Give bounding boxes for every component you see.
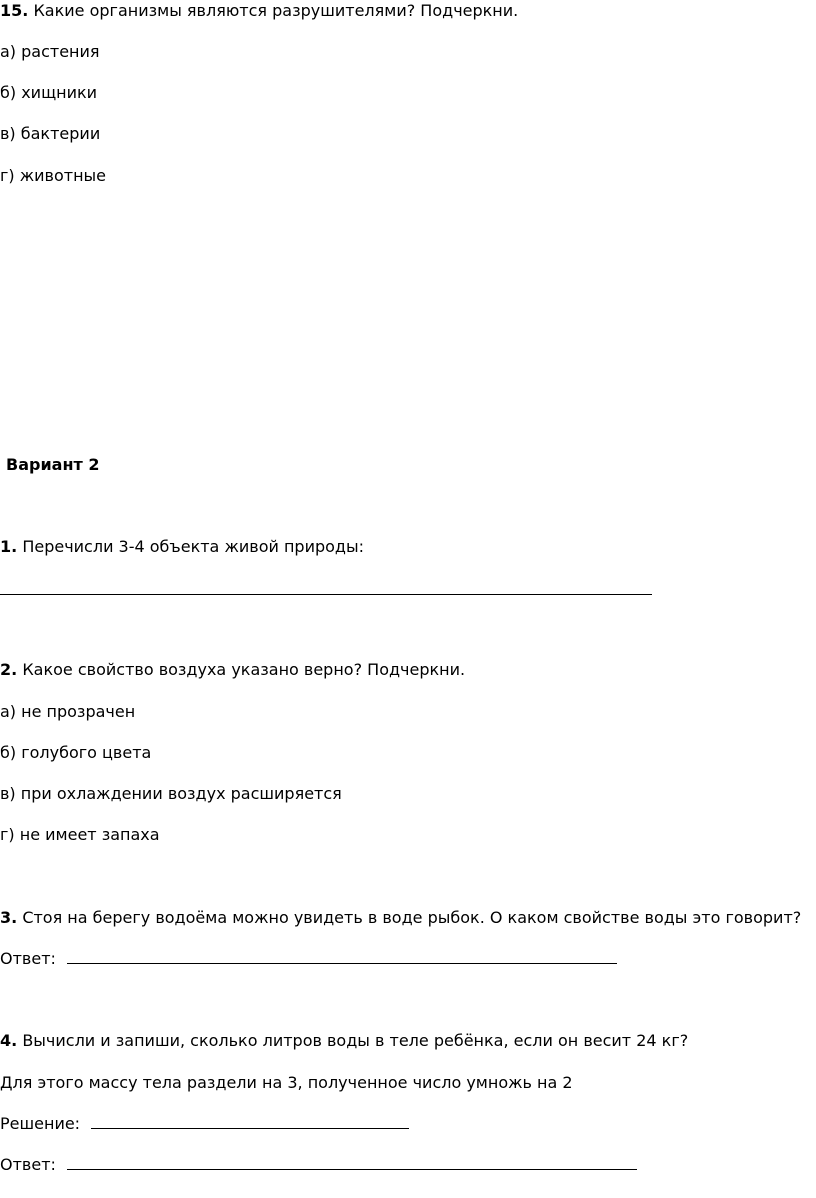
q3-answer-row (0, 949, 617, 969)
question-number: 3. (0, 908, 18, 927)
q2-option-a: а) не прозрачен (0, 702, 136, 721)
q2-option-b: б) голубого цвета (0, 743, 152, 762)
question-1 (0, 537, 364, 557)
answer-label: Ответ: (0, 1155, 56, 1174)
q4-answer-row (0, 1155, 637, 1175)
question-number: 2. (0, 660, 18, 679)
q15-option-b: б) хищники (0, 83, 98, 102)
answer-line[interactable] (67, 962, 617, 964)
question-text: Какое свойство воздуха указано верно? Подчеркни. (22, 660, 466, 679)
q15-option-c: в) бактерии (0, 124, 101, 143)
question-number: 4. (0, 1031, 18, 1050)
solution-line[interactable] (91, 1127, 409, 1129)
question-15 (0, 1, 518, 21)
question-4 (0, 1031, 688, 1051)
q15-option-a: а) растения (0, 42, 100, 61)
question-number: 1. (0, 537, 18, 556)
answer-line[interactable] (0, 594, 652, 595)
question-3 (0, 908, 801, 928)
q4-hint: Для этого массу тела раздели на 3, полученное число умножь на 2 (0, 1073, 573, 1092)
question-2 (0, 660, 465, 680)
q15-option-d: г) животные (0, 166, 107, 185)
q2-option-c: в) при охлаждении воздух расширяется (0, 784, 342, 803)
answer-label: Ответ: (0, 949, 56, 968)
question-text: Перечисли 3-4 объекта живой природы: (22, 537, 365, 556)
solution-label: Решение: (0, 1114, 81, 1133)
q2-option-d: г) не имеет запаха (0, 825, 160, 844)
q4-solution-row (0, 1114, 409, 1134)
question-text: Вычисли и запиши, сколько литров воды в теле ребёнка, если он весит 24 кг? (22, 1031, 689, 1050)
question-text: Какие организмы являются разрушителями? Подчеркни. (33, 1, 519, 20)
question-number: 15. (0, 1, 29, 20)
question-text: Стоя на берегу водоёма можно увидеть в воде рыбок. О каком свойстве воды это говорит? (22, 908, 802, 927)
answer-line[interactable] (67, 1168, 637, 1170)
variant-heading: Вариант 2 (6, 455, 100, 474)
